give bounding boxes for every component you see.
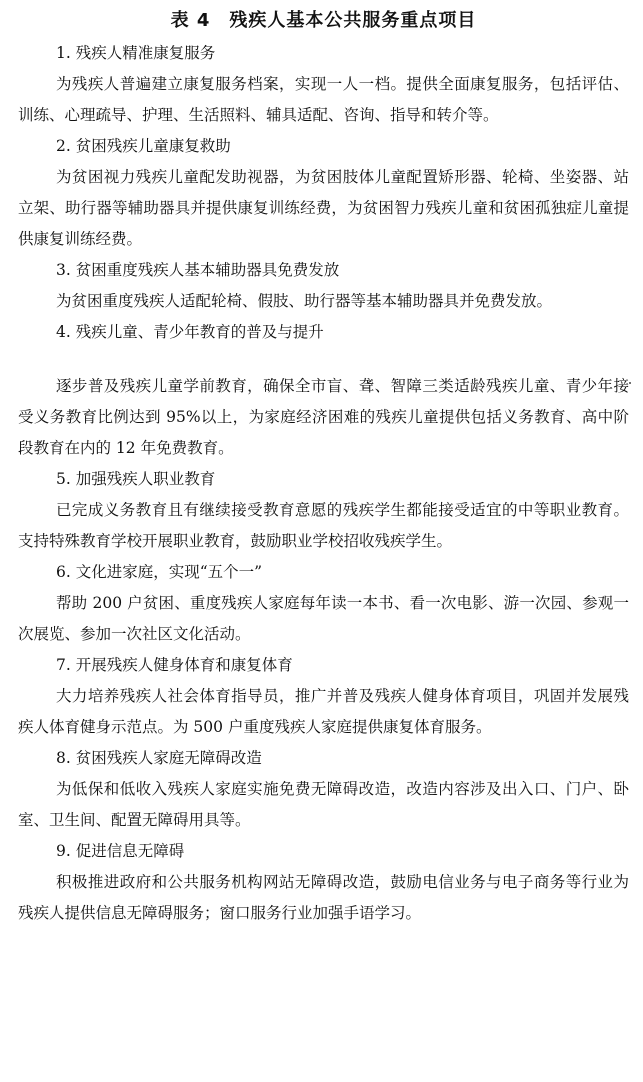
item-heading: 7. 开展残疾人健身体育和康复体育 [56, 656, 293, 674]
item-7 [18, 650, 629, 743]
item-body: 大力培养残疾人社会体育指导员，推广并普及残疾人健身体育项目，巩固并发展残疾人体育健身示范点。为 500 户重度残疾人家庭提供康复体育服务。 [18, 687, 629, 736]
item-heading: 2. 贫困残疾儿童康复救助 [56, 137, 231, 155]
item-body: 帮助 200 户贫困、重度残疾人家庭每年读一本书、看一次电影、游一次园、参观一次展览、参加一次社区文化活动。 [18, 594, 629, 643]
item-body: 为低保和低收入残疾人家庭实施免费无障碍改造，改造内容涉及出入口、门户、卧室、卫生间、配置无障碍用具等。 [18, 780, 629, 829]
item-6 [18, 557, 629, 650]
item-body: 为残疾人普遍建立康复服务档案，实现一人一档。提供全面康复服务，包括评估、训练、心理疏导、护理、生活照料、辅具适配、咨询、指导和转介等。 [18, 75, 629, 124]
item-body: 为贫困重度残疾人适配轮椅、假肢、助行器等基本辅助器具并免费发放。 [56, 292, 553, 310]
item-1 [18, 38, 629, 131]
document-page [0, 6, 643, 1082]
item-heading: 9. 促进信息无障碍 [56, 842, 185, 860]
item-heading: 6. 文化进家庭，实现“五个一” [56, 563, 263, 581]
table-title: 表 4 残疾人基本公共服务重点项目 [170, 10, 477, 31]
item-body: 为贫困视力残疾儿童配发助视器，为贫困肢体儿童配置矫形器、轮椅、坐姿器、站立架、助行器等辅助器具并提供康复训练经费，为贫困智力残疾儿童和贫困孤独症儿童提供康复训练经费。 [18, 168, 629, 248]
item-5 [18, 464, 629, 557]
item-2 [18, 131, 629, 255]
item-heading: 4. 残疾儿童、青少年教育的普及与提升 [56, 323, 324, 341]
item-8 [18, 743, 629, 836]
item-heading: 5. 加强残疾人职业教育 [56, 470, 216, 488]
stray-dot [629, 382, 631, 384]
item-4 [18, 317, 629, 464]
item-body: 积极推进政府和公共服务机构网站无障碍改造，鼓励电信业务与电子商务等行业为残疾人提供信息无障碍服务；窗口服务行业加强手语学习。 [18, 873, 629, 922]
item-body: 逐步普及残疾儿童学前教育，确保全市盲、聋、智障三类适龄残疾儿童、青少年接受义务教育比例达到 95%以上，为家庭经济困难的残疾儿童提供包括义务教育、高中阶段教育在内的 12 年免费教育。 [18, 377, 629, 457]
item-body: 已完成义务教育且有继续接受教育意愿的残疾学生都能接受适宜的中等职业教育。支持特殊教育学校开展职业教育，鼓励职业学校招收残疾学生。 [18, 501, 629, 550]
item-heading: 1. 残疾人精准康复服务 [56, 44, 216, 62]
item-9 [18, 836, 629, 929]
item-heading: 8. 贫困残疾人家庭无障碍改造 [56, 749, 262, 767]
item-3 [18, 255, 629, 317]
spacer [18, 348, 629, 371]
item-heading: 3. 贫困重度残疾人基本辅助器具免费发放 [56, 261, 340, 279]
